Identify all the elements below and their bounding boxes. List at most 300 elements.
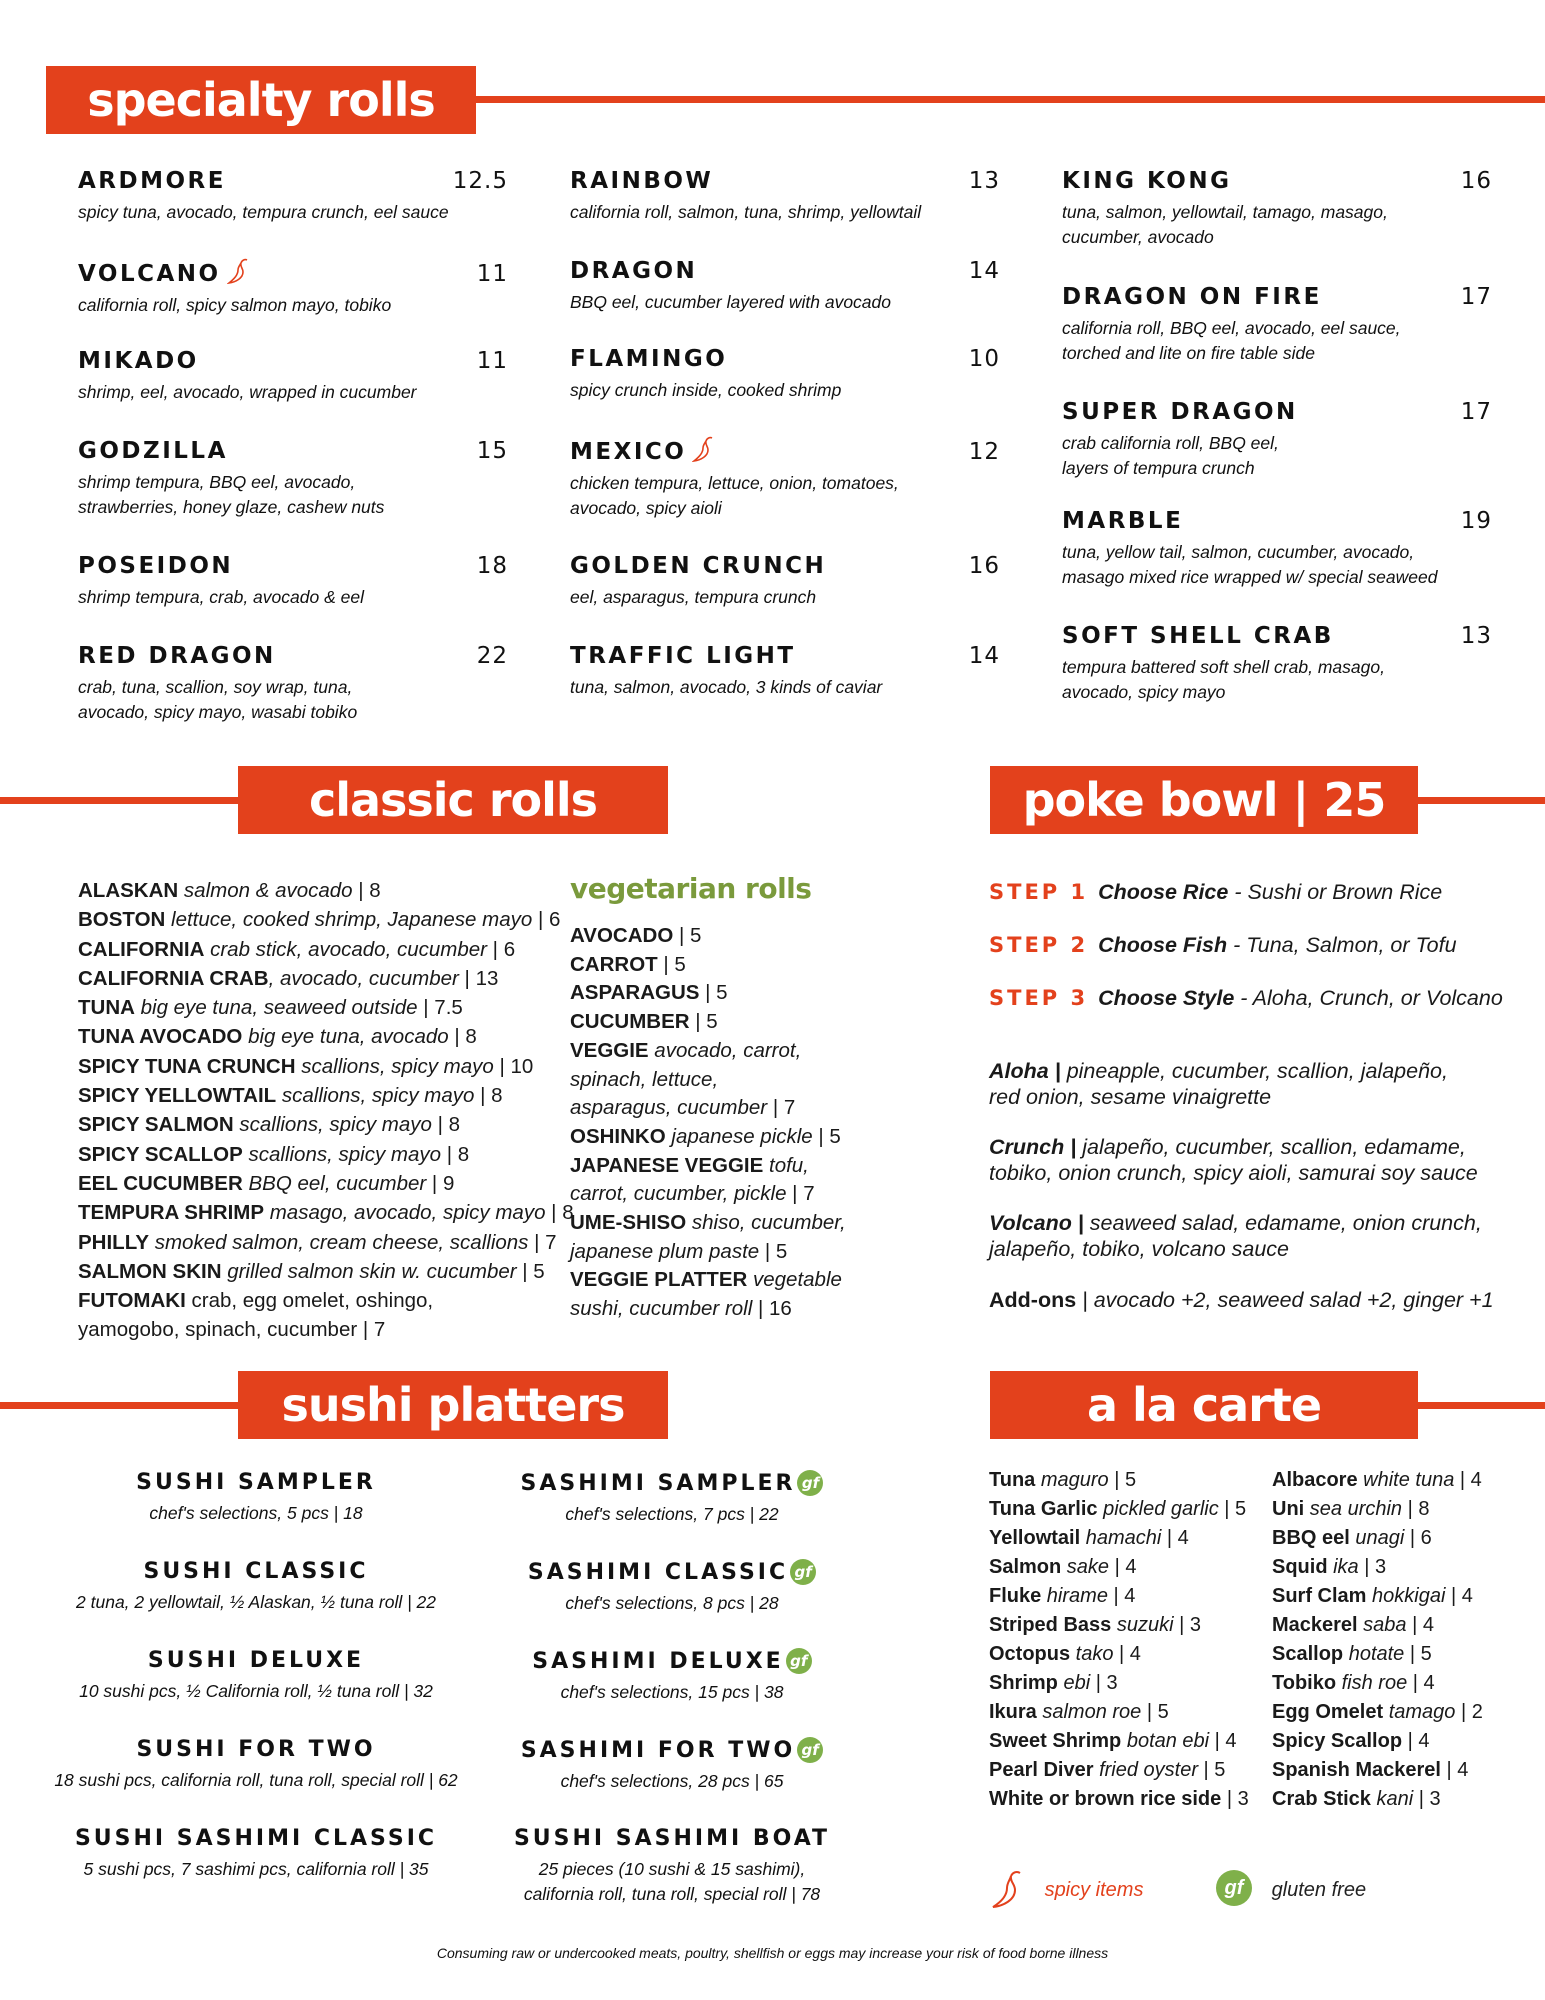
- roll-header: [1062, 508, 1492, 534]
- description-line: tuna, salmon, yellowtail, tamago, masago,: [1062, 202, 1388, 222]
- item-name: Tuna Garlic: [989, 1498, 1098, 1520]
- roll-name-text: KING KONG: [1062, 168, 1232, 194]
- roll-description: [1062, 655, 1492, 705]
- roll-price: 14: [968, 258, 1000, 284]
- roll-description: [570, 585, 1000, 610]
- legend-spicy: [989, 1870, 1143, 1910]
- item-description: avocado, carrot,: [648, 1038, 802, 1062]
- description-line: shrimp, eel, avocado, wrapped in cucumber: [78, 382, 417, 402]
- specialty-roll: [1062, 508, 1492, 590]
- vegetarian-title: vegetarian rolls: [570, 872, 812, 905]
- platters-title: sushi platters: [238, 1371, 668, 1439]
- item-name: SPICY SALMON: [78, 1113, 234, 1137]
- item-name: TEMPURA SHRIMP: [78, 1201, 265, 1225]
- roll-description: [570, 471, 1000, 521]
- step-choice: Choose Style: [1098, 986, 1235, 1010]
- item-description: grilled salmon skin w. cucumber: [221, 1259, 517, 1283]
- specialty-roll: [1062, 399, 1492, 481]
- alacarte-item: [1272, 1669, 1483, 1698]
- classic-roll: [78, 1140, 574, 1169]
- classic-title: classic rolls: [238, 766, 668, 834]
- item-name: Uni: [1272, 1498, 1305, 1520]
- specialty-title: specialty rolls: [46, 66, 476, 134]
- vegetarian-roll: [570, 951, 846, 980]
- item-price: | 2: [1455, 1701, 1483, 1723]
- item-name: Striped Bass: [989, 1614, 1112, 1636]
- roll-name: [1062, 284, 1322, 310]
- roll-description: [78, 293, 508, 318]
- alacarte-item: [1272, 1466, 1483, 1495]
- specialty-roll: [1062, 623, 1492, 705]
- poke-addons: [989, 1288, 1494, 1313]
- item-price: | 4: [1209, 1730, 1237, 1752]
- addons-list: | avocado +2, seaweed salad +2, ginger +1: [1076, 1288, 1494, 1312]
- item-description: scallions, spicy mayo: [242, 1142, 442, 1166]
- alacarte-rule: [1416, 1402, 1545, 1409]
- item-price: | 5: [689, 1010, 718, 1034]
- classic-roll: [78, 1286, 574, 1315]
- item-name: CALIFORNIA: [78, 937, 205, 961]
- roll-name: [570, 168, 713, 194]
- platter-name: [432, 1470, 912, 1496]
- style-line: jalapeño, tobiko, volcano sauce: [989, 1237, 1290, 1261]
- item-description: BBQ eel, cucumber: [242, 1171, 427, 1195]
- roll-name: [1062, 399, 1298, 425]
- roll-name-text: GODZILLA: [78, 438, 228, 464]
- item-name: Squid: [1272, 1556, 1328, 1578]
- item-price: | 5: [1108, 1469, 1137, 1491]
- step-choice: Choose Rice: [1098, 880, 1229, 904]
- roll-price: 12: [968, 439, 1000, 465]
- specialty-roll: [570, 168, 1000, 225]
- item-name: SPICY SCALLOP: [78, 1142, 243, 1166]
- roll-price: 12.5: [452, 168, 508, 194]
- item-price: | 5: [1404, 1643, 1432, 1665]
- alacarte-item: [989, 1582, 1249, 1611]
- item-description: scallions, spicy mayo: [233, 1113, 432, 1137]
- roll-name-text: MEXICO: [570, 439, 687, 465]
- item-price: | 4: [1454, 1469, 1482, 1491]
- specialty-roll: [1062, 284, 1492, 366]
- item-price: | 8: [441, 1142, 470, 1166]
- style-line: tobiko, onion crunch, spicy aioli, samurai soy sauce: [989, 1161, 1478, 1185]
- item-price: | 4: [1107, 1585, 1136, 1607]
- roll-header: [570, 346, 1000, 372]
- item-price: | 6: [532, 908, 561, 932]
- item-price: | 6: [486, 937, 516, 961]
- classic-roll: [78, 1228, 574, 1257]
- roll-description: [78, 470, 508, 520]
- item-name: Yellowtail: [989, 1527, 1081, 1549]
- description-line: crab california roll, BBQ eel,: [1062, 433, 1279, 453]
- roll-name-text: RED DRAGON: [78, 643, 276, 669]
- item-price: | 3: [1090, 1672, 1118, 1694]
- poke-styles: [989, 1058, 1482, 1286]
- step-label: STEP 2: [989, 933, 1089, 957]
- roll-name-text: TRAFFIC LIGHT: [570, 643, 796, 669]
- vegetarian-roll: [570, 1037, 846, 1066]
- item-price: | 5: [657, 952, 686, 976]
- roll-name-text: DRAGON ON FIRE: [1062, 284, 1322, 310]
- item-price: | 5: [812, 1124, 841, 1148]
- item-description: big eye tuna, avocado: [242, 1025, 449, 1049]
- roll-price: 18: [476, 553, 508, 579]
- item-name: BOSTON: [78, 908, 166, 932]
- specialty-roll: [78, 438, 508, 520]
- description-line: chef's selections, 5 pcs | 18: [149, 1503, 363, 1523]
- roll-name: [78, 258, 249, 287]
- alacarte-item: [1272, 1611, 1483, 1640]
- alacarte-item: [1272, 1582, 1483, 1611]
- description-line: avocado, spicy mayo: [1062, 682, 1226, 702]
- step-label: STEP 3: [989, 986, 1089, 1010]
- roll-header: [1062, 399, 1492, 425]
- roll-header: [570, 643, 1000, 669]
- classic-roll: [78, 964, 574, 993]
- description-line: BBQ eel, cucumber layered with avocado: [570, 292, 891, 312]
- platter-name: [16, 1826, 496, 1851]
- classic-rolls-list: [78, 876, 574, 1345]
- poke-title: poke bowl | 25: [990, 766, 1418, 834]
- platter-name: [432, 1826, 912, 1851]
- item-description: tako: [1070, 1643, 1114, 1665]
- description-line: avocado, spicy mayo, wasabi tobiko: [78, 702, 358, 722]
- description-line: 2 tuna, 2 yellowtail, ½ Alaskan, ½ tuna roll | 22: [76, 1592, 436, 1612]
- item-description: pickled garlic: [1097, 1498, 1219, 1520]
- description-line: spicy tuna, avocado, tempura crunch, eel sauce: [78, 202, 449, 222]
- description-line: chef's selections, 28 pcs | 65: [560, 1771, 784, 1791]
- item-name: Shrimp: [989, 1672, 1058, 1694]
- item-name: Tobiko: [1272, 1672, 1337, 1694]
- platter: [16, 1648, 496, 1704]
- roll-header: [570, 553, 1000, 579]
- item-price: | 4: [1440, 1759, 1469, 1781]
- item-name: VEGGIE PLATTER: [570, 1268, 748, 1292]
- item-description: hamachi: [1080, 1527, 1162, 1549]
- item-description: big eye tuna, seaweed outside: [134, 996, 418, 1020]
- specialty-roll: [570, 643, 1000, 700]
- alacarte-item: [989, 1553, 1249, 1582]
- item-price: | 5: [1218, 1498, 1247, 1520]
- platter-name: [432, 1648, 912, 1674]
- roll-description: [1062, 540, 1492, 590]
- description-line: california roll, BBQ eel, avocado, eel sauce,: [1062, 318, 1401, 338]
- description-line: layers of tempura crunch: [1062, 458, 1255, 478]
- roll-price: 17: [1460, 284, 1492, 310]
- roll-name-text: ARDMORE: [78, 168, 226, 194]
- specialty-roll: [78, 168, 508, 225]
- pepper-icon: [989, 1870, 1027, 1910]
- item-price: | 3: [1413, 1788, 1441, 1810]
- platter-name-text: SUSHI SASHIMI CLASSIC: [74, 1826, 438, 1851]
- platter-name: [432, 1559, 912, 1585]
- item-name: White or brown rice side: [989, 1788, 1222, 1810]
- description-line: chef's selections, 8 pcs | 28: [565, 1593, 779, 1613]
- step-label: STEP 1: [989, 880, 1089, 904]
- style-ingredients: seaweed salad, edamame, onion crunch,: [1083, 1211, 1482, 1235]
- roll-name: [570, 346, 727, 372]
- style-line: red onion, sesame vinaigrette: [989, 1085, 1272, 1109]
- roll-header: [78, 553, 508, 579]
- platter: [16, 1826, 496, 1882]
- roll-description: [1062, 316, 1492, 366]
- item-description: fish roe: [1336, 1672, 1408, 1694]
- item-name: Tuna: [989, 1469, 1036, 1491]
- poke-step: [989, 933, 1503, 986]
- vegetarian-roll: [570, 1238, 846, 1267]
- classic-roll: [78, 1257, 574, 1286]
- item-price: | 4: [1402, 1730, 1430, 1752]
- item-description: fried oyster: [1093, 1759, 1198, 1781]
- roll-header: [78, 438, 508, 464]
- item-price: | 8: [474, 1084, 503, 1108]
- item-price: | 13: [458, 966, 499, 990]
- gf-icon: gf: [797, 1737, 823, 1763]
- classic-roll: [78, 1169, 574, 1198]
- roll-name: [1062, 508, 1183, 534]
- alacarte-item: [989, 1669, 1249, 1698]
- item-name: UME-SHISO: [570, 1211, 687, 1235]
- platter-name: [16, 1648, 496, 1673]
- item-price: | 4: [1445, 1585, 1473, 1607]
- vegetarian-roll: [570, 1094, 846, 1123]
- alacarte-item: [1272, 1553, 1483, 1582]
- roll-header: [1062, 168, 1492, 194]
- platter-name-text: SUSHI CLASSIC: [143, 1559, 369, 1584]
- food-safety-notice: Consuming raw or undercooked meats, poultry, shellfish or eggs may increase your risk of food borne illness: [436, 1945, 1109, 1961]
- item-description: lettuce, cooked shrimp, Japanese mayo: [165, 908, 533, 932]
- classic-roll: [78, 1052, 574, 1081]
- item-price: | 4: [1407, 1672, 1435, 1694]
- specialty-roll: [78, 553, 508, 610]
- alacarte-item: [989, 1785, 1249, 1814]
- description-line: california roll, tuna roll, special roll | 78: [523, 1884, 821, 1904]
- platter: [16, 1470, 496, 1526]
- legend-spicy-label: spicy items: [1044, 1879, 1144, 1901]
- classic-roll: [78, 905, 574, 934]
- item-name: AVOCADO: [570, 924, 674, 947]
- roll-name: [570, 553, 826, 579]
- roll-name-text: SOFT SHELL CRAB: [1062, 623, 1334, 649]
- alacarte-item: [1272, 1495, 1483, 1524]
- legend-gf-label: gluten free: [1271, 1879, 1367, 1901]
- alacarte-item: [1272, 1698, 1483, 1727]
- alacarte-right: [1272, 1466, 1483, 1814]
- item-description: scallions, spicy mayo: [276, 1084, 475, 1108]
- legend-gf: [1214, 1870, 1366, 1906]
- specialty-rule: [470, 96, 1545, 103]
- roll-name: [78, 168, 226, 194]
- alacarte-item: [989, 1727, 1249, 1756]
- description-line: chef's selections, 7 pcs | 22: [565, 1504, 779, 1524]
- item-description: saba: [1357, 1614, 1407, 1636]
- item-name: SPICY YELLOWTAIL: [78, 1084, 277, 1108]
- roll-name: [570, 258, 697, 284]
- item-name: Egg Omelet: [1272, 1701, 1384, 1723]
- description-line: tempura battered soft shell crab, masago,: [1062, 657, 1385, 677]
- item-price: | 8: [545, 1201, 574, 1225]
- item-description: masago, avocado, spicy mayo: [264, 1201, 546, 1225]
- roll-header: [570, 258, 1000, 284]
- alacarte-item: [1272, 1640, 1483, 1669]
- roll-price: 13: [968, 168, 1000, 194]
- vegetarian-roll: [570, 1123, 846, 1152]
- item-name: Surf Clam: [1272, 1585, 1367, 1607]
- item-description: unagi: [1349, 1527, 1405, 1549]
- item-description: ika: [1327, 1556, 1359, 1578]
- item-price: | 5: [759, 1239, 788, 1263]
- item-description: smoked salmon, cream cheese, scallions: [149, 1230, 529, 1254]
- item-price: | 5: [516, 1259, 545, 1283]
- item-description: maguro: [1035, 1469, 1109, 1491]
- platter-name-text: SUSHI FOR TWO: [136, 1737, 376, 1762]
- alacarte-item: [1272, 1785, 1483, 1814]
- classic-roll: [78, 1110, 574, 1139]
- description-line: shrimp tempura, crab, avocado & eel: [78, 587, 364, 607]
- item-price: | 4: [1161, 1527, 1189, 1549]
- item-price: yamogobo, spinach, cucumber | 7: [78, 1318, 386, 1342]
- item-description: suzuki: [1111, 1614, 1174, 1636]
- platter-name-text: SASHIMI DELUXE: [532, 1649, 784, 1674]
- vegetarian-roll: [570, 1180, 846, 1209]
- platter-description: [16, 1679, 496, 1704]
- roll-name: [570, 643, 796, 669]
- alacarte-item: [989, 1640, 1249, 1669]
- specialty-roll: [1062, 168, 1492, 250]
- item-price: | 10: [493, 1054, 534, 1078]
- item-name: Mackerel: [1272, 1614, 1358, 1636]
- roll-description: [78, 675, 508, 725]
- item-price: | 5: [1198, 1759, 1226, 1781]
- description-line: california roll, spicy salmon mayo, tobiko: [78, 295, 392, 315]
- description-line: tuna, yellow tail, salmon, cucumber, avocado,: [1062, 542, 1415, 562]
- item-price: | 7.5: [417, 996, 463, 1020]
- item-description: carrot, cucumber, pickle: [570, 1182, 787, 1206]
- platter-description: [16, 1590, 496, 1615]
- platter-name-text: SASHIMI CLASSIC: [527, 1560, 789, 1585]
- roll-name-text: MARBLE: [1062, 508, 1184, 534]
- description-line: torched and lite on fire table side: [1062, 343, 1315, 363]
- item-name: EEL CUCUMBER: [78, 1171, 243, 1195]
- roll-name-text: SUPER DRAGON: [1062, 399, 1298, 425]
- item-name: Pearl Diver: [989, 1759, 1094, 1781]
- poke-style: [989, 1210, 1482, 1262]
- alacarte-item: [989, 1756, 1249, 1785]
- item-name: JAPANESE VEGGIE: [570, 1153, 764, 1177]
- item-price: | 8: [431, 1113, 461, 1137]
- vegetarian-roll: [570, 1266, 846, 1295]
- specialty-roll: [570, 258, 1000, 315]
- roll-price: 14: [968, 643, 1000, 669]
- vegetarian-roll: [570, 922, 846, 951]
- roll-price: 17: [1460, 399, 1492, 425]
- platter-name-text: SASHIMI SAMPLER: [520, 1471, 796, 1496]
- item-description: asparagus, cucumber: [570, 1096, 768, 1120]
- alacarte-item: [1272, 1524, 1483, 1553]
- roll-name: [570, 436, 714, 465]
- alacarte-title: a la carte: [990, 1371, 1418, 1439]
- roll-price: 13: [1460, 623, 1492, 649]
- style-name: Crunch |: [989, 1135, 1077, 1159]
- alacarte-item: [989, 1495, 1249, 1524]
- roll-description: [570, 378, 1000, 403]
- description-line: 18 sushi pcs, california roll, tuna roll, special roll | 62: [54, 1770, 458, 1790]
- description-line: masago mixed rice wrapped w/ special seaweed: [1062, 567, 1438, 587]
- item-name: Ikura: [989, 1701, 1037, 1723]
- description-line: shrimp tempura, BBQ eel, avocado,: [78, 472, 356, 492]
- gf-icon: gf: [786, 1648, 812, 1674]
- description-line: 5 sushi pcs, 7 sashimi pcs, california roll | 35: [83, 1859, 429, 1879]
- alacarte-item: [1272, 1727, 1483, 1756]
- platter-description: [432, 1857, 912, 1907]
- item-description: tofu,: [763, 1153, 809, 1177]
- roll-name: [78, 643, 276, 669]
- item-name: Scallop: [1272, 1643, 1344, 1665]
- description-line: crab, tuna, scallion, soy wrap, tuna,: [78, 677, 353, 697]
- roll-description: [570, 200, 1000, 225]
- item-name: SPICY TUNA CRUNCH: [78, 1054, 296, 1078]
- item-description: kani: [1370, 1788, 1414, 1810]
- item-price: | 3: [1358, 1556, 1387, 1578]
- platter-description: [16, 1857, 496, 1882]
- roll-price: 16: [968, 553, 1000, 579]
- roll-header: [78, 168, 508, 194]
- platter-name: [16, 1559, 496, 1584]
- item-price: | 4: [1109, 1556, 1137, 1578]
- item-price: | 6: [1404, 1527, 1432, 1549]
- item-price: | 8: [1402, 1498, 1430, 1520]
- platter-description: [432, 1769, 912, 1794]
- step-options: - Tuna, Salmon, or Tofu: [1227, 933, 1457, 957]
- roll-price: 22: [476, 643, 508, 669]
- item-description: vegetable: [747, 1268, 842, 1292]
- poke-step: [989, 986, 1503, 1039]
- poke-steps: [989, 880, 1503, 1039]
- item-name: OSHINKO: [570, 1124, 666, 1148]
- description-line: 10 sushi pcs, ½ California roll, ½ tuna roll | 32: [79, 1681, 433, 1701]
- alacarte-item: [989, 1466, 1249, 1495]
- platter-description: [432, 1502, 912, 1527]
- gf-icon: gf: [790, 1559, 816, 1585]
- item-name: CALIFORNIA CRAB: [78, 966, 269, 990]
- description-line: avocado, spicy aioli: [570, 498, 722, 518]
- specialty-roll: [570, 346, 1000, 403]
- roll-name-text: FLAMINGO: [570, 346, 728, 372]
- roll-name: [78, 438, 228, 464]
- item-description: hokkigai: [1366, 1585, 1446, 1607]
- platter: [432, 1470, 912, 1527]
- item-name: Spanish Mackerel: [1272, 1759, 1441, 1781]
- item-description: shiso, cucumber,: [686, 1211, 846, 1235]
- description-line: tuna, salmon, avocado, 3 kinds of caviar: [570, 677, 883, 697]
- item-name: VEGGIE: [570, 1038, 649, 1062]
- item-description: hotate: [1343, 1643, 1405, 1665]
- item-price: | 5: [699, 981, 728, 1005]
- roll-price: 16: [1460, 168, 1492, 194]
- roll-name-text: MIKADO: [78, 348, 199, 374]
- description-line: strawberries, honey glaze, cashew nuts: [78, 497, 385, 517]
- classic-roll: [78, 1198, 574, 1227]
- item-description: sake: [1061, 1556, 1110, 1578]
- style-line: [989, 1058, 1482, 1084]
- vegetarian-roll: [570, 1066, 846, 1095]
- item-description: salmon roe: [1036, 1701, 1142, 1723]
- item-price: | 8: [352, 879, 381, 902]
- item-name: TUNA: [78, 996, 135, 1020]
- platter-description: [16, 1501, 496, 1526]
- item-price: | 4: [1113, 1643, 1141, 1665]
- item-price: | 3: [1173, 1614, 1201, 1636]
